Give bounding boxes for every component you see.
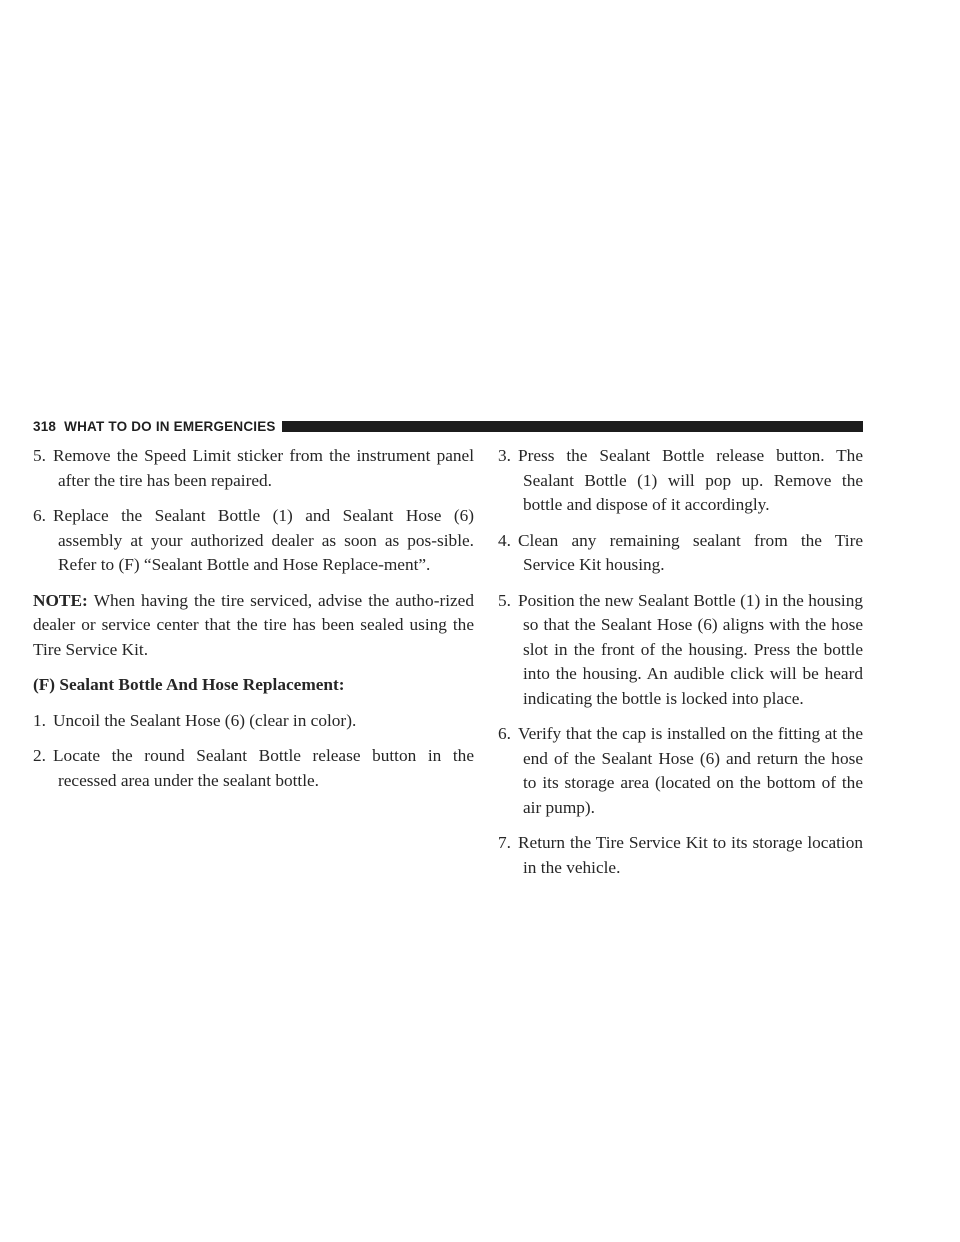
left-column bbox=[33, 444, 474, 804]
page-number: 318 bbox=[33, 418, 57, 434]
step-text: Return the Tire Service Kit to its storage location in the vehicle. bbox=[518, 833, 863, 877]
step-5-position-bottle bbox=[498, 589, 863, 712]
step-number: 5. bbox=[33, 446, 46, 465]
section-title: WHAT TO DO IN EMERGENCIES bbox=[64, 418, 276, 434]
note-paragraph bbox=[33, 589, 474, 663]
step-number: 3. bbox=[498, 446, 511, 465]
step-number: 4. bbox=[498, 530, 511, 550]
step-text: Locate the round Sealant Bottle release button in the recessed area under the sealant bottle. bbox=[53, 746, 474, 790]
note-label: NOTE: bbox=[33, 590, 88, 610]
step-5-remove-sticker bbox=[33, 444, 474, 493]
step-4-clean-sealant bbox=[498, 529, 863, 578]
step-text: Verify that the cap is installed on the fitting at the end of the Sealant Hose (6) and return the hose to its storage area (located on the bottom of the air pump). bbox=[518, 724, 863, 817]
step-number: 7. bbox=[498, 833, 511, 852]
header-rule bbox=[282, 421, 863, 432]
step-3-press-release bbox=[498, 444, 863, 518]
right-column bbox=[498, 444, 863, 891]
step-7-return-kit bbox=[498, 831, 863, 880]
step-text: Uncoil the Sealant Hose (6) (clear in color). bbox=[53, 710, 357, 730]
step-number: 5. bbox=[498, 590, 511, 610]
step-text: Replace the Sealant Bottle (1) and Sealant Hose (6) assembly at your authorized dealer as soon as pos-sible. Refer to (F) “Sealant Bottle and Hose Replace-ment”. bbox=[53, 506, 474, 574]
step-number: 1. bbox=[33, 710, 46, 730]
step-text: Position the new Sealant Bottle (1) in the housing so that the Sealant Hose (6) aligns with the hose slot in the front of the housing. Press the bottle into the housing. An audible click will be heard indicating the bottle is locked into place. bbox=[518, 590, 863, 708]
note-text: When having the tire serviced, advise the autho-rized dealer or service center that the tire has been sealed using the Tire Service Kit. bbox=[33, 590, 474, 659]
step-number: 6. bbox=[498, 724, 511, 743]
step-number: 6. bbox=[33, 506, 46, 525]
step-6-replace-bottle bbox=[33, 504, 474, 578]
step-6-verify-cap bbox=[498, 722, 863, 820]
step-text: Press the Sealant Bottle release button. The Sealant Bottle (1) will pop up. Remove the bottle and dispose of it accordingly. bbox=[518, 446, 863, 514]
section-subheading: (F) Sealant Bottle And Hose Replacement: bbox=[33, 675, 345, 694]
step-text: Clean any remaining sealant from the Tire Service Kit housing. bbox=[518, 530, 863, 574]
page-header bbox=[33, 418, 863, 434]
step-number: 2. bbox=[33, 746, 46, 765]
step-text: Remove the Speed Limit sticker from the instrument panel after the tire has been repaired. bbox=[53, 446, 474, 490]
step-1-uncoil-hose bbox=[33, 709, 474, 734]
step-2-locate-button bbox=[33, 744, 474, 793]
